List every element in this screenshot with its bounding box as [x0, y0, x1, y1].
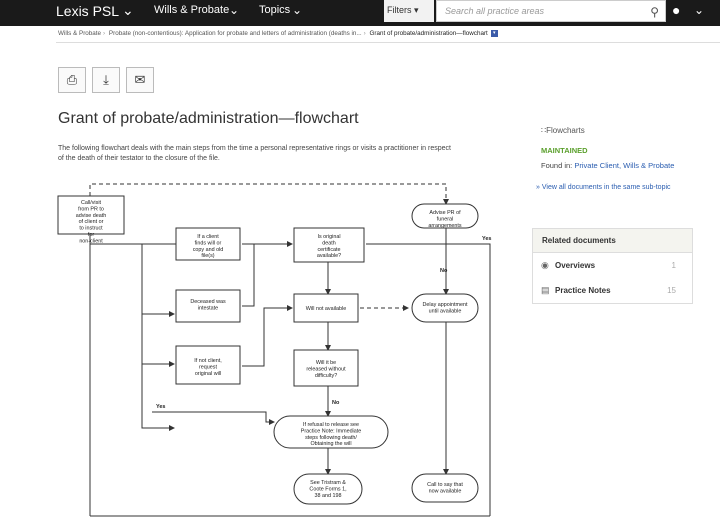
nav-wills-chevron-down-icon[interactable]: ⌄	[229, 3, 240, 17]
breadcrumb-separator: ›	[363, 30, 366, 38]
flowchart-node-text-line: Obtaining the will	[310, 441, 352, 448]
flowchart-node-text-line: original will	[194, 370, 222, 377]
flowchart-node-notavail	[294, 294, 358, 322]
flowchart-node-text-line: finds will or	[194, 240, 222, 247]
flowchart-node-text-line: copy and old	[192, 246, 224, 253]
flowchart-label-yes-right: Yes	[482, 236, 492, 242]
flowchart-node-text-line: steps following death/	[305, 434, 357, 441]
flowchart-label-no-mid: No	[440, 268, 448, 274]
flowchart-node-text-line: file(s)	[201, 253, 215, 260]
filters-dropdown[interactable]	[384, 0, 434, 22]
flowchart-node-text-line: If not client,	[194, 358, 222, 364]
breadcrumb-separator: ›	[103, 30, 106, 38]
document-icon: ▤	[541, 285, 550, 295]
flowchart-node-text-line: Will not available	[305, 306, 347, 312]
flowchart-node-text-line: If a client	[197, 234, 219, 240]
email-button[interactable]	[126, 67, 154, 93]
flowchart-node-text-line: now available	[428, 488, 462, 495]
flowchart-node-text-line: to instruct	[79, 225, 103, 232]
flowchart-node-request	[176, 346, 240, 384]
email-icon: ✉	[134, 72, 146, 87]
flowchart-node-call-text	[76, 200, 107, 244]
breadcrumb-item[interactable]: Probate (non-contentious): Application for probate and letters of administration (deaths in...	[108, 30, 362, 38]
filters-label: Filters	[387, 5, 412, 15]
flowchart-node-text-line: certificate	[317, 246, 341, 253]
flowchart-node-text-line: Is original	[317, 234, 341, 240]
flowchart-node-intestate	[176, 290, 240, 322]
flowchart-node-text-line: If refusal to release see	[302, 422, 360, 428]
breadcrumb-current: Grant of probate/administration—flowchart	[369, 30, 488, 38]
flowchart-node-original	[294, 228, 364, 262]
breadcrumb	[58, 30, 498, 37]
flowchart-node-text-line: Deceased was	[190, 299, 226, 305]
flowchart-node-text-line: Coote Forms 1,	[309, 486, 347, 493]
print-icon: ⎙	[66, 72, 78, 87]
flowchart-node-refusal	[274, 416, 388, 448]
flowchart-node-text-line: request	[199, 364, 217, 371]
flowchart-node-advise	[412, 204, 478, 229]
flowchart-label-yes-left: Yes	[156, 404, 166, 410]
flowchart-node-text-line: See Tristram &	[310, 480, 346, 486]
search-input[interactable]	[436, 0, 666, 22]
brand-logo[interactable]: Lexis PSL	[56, 3, 120, 19]
user-icon[interactable]: ●	[672, 2, 681, 18]
related-practice-notes[interactable]	[533, 278, 692, 303]
related-documents-panel	[532, 228, 693, 304]
view-all-link[interactable]	[536, 184, 671, 191]
flowchart	[56, 176, 508, 522]
related-overviews[interactable]	[533, 253, 692, 278]
flowchart-node-text-line: for	[87, 232, 95, 238]
flowchart-node-text-line: advise death	[75, 212, 107, 219]
related-label: Practice Notes	[555, 286, 611, 295]
caret-down-icon: ▾	[414, 5, 419, 15]
flowchart-node-tristram	[294, 474, 362, 504]
flowchart-node-text-line: intestate	[197, 305, 219, 312]
flowchart-node-delay-text	[423, 302, 468, 314]
flowchart-node-text-line: from PR to	[78, 206, 104, 213]
flowchart-node-text-line: of client or	[78, 219, 104, 226]
flowchart-node-callback	[412, 474, 478, 502]
sidebar-type-label: Flowcharts	[546, 126, 585, 135]
nav-wills-probate[interactable]: Wills & Probate	[154, 4, 230, 16]
flowchart-node-finds	[176, 228, 240, 260]
related-documents-title: Related documents	[533, 229, 692, 253]
breadcrumb-dropdown-icon[interactable]: ▾	[491, 30, 498, 37]
flowchart-node-text-line: Advise PR of	[429, 210, 461, 216]
flowchart-node-text-line: difficulty?	[314, 372, 338, 379]
flowchart-node-tristram-text	[309, 480, 347, 499]
flowchart-node-call	[58, 196, 124, 244]
download-icon: ⤓	[103, 72, 109, 87]
brand-chevron-down-icon[interactable]: ⌄	[122, 2, 134, 18]
flowchart-node-text-line: funeral	[436, 216, 454, 223]
flowchart-node-original-text	[317, 234, 341, 259]
found-in	[541, 161, 674, 170]
arrow-right-icon: »	[536, 184, 540, 191]
intro-paragraph: The following flowchart deals with the main steps from the time a personal representative rings or visits a practitioner in respect of the death of their testator to the closure of the file.	[58, 145, 451, 162]
sidebar-type	[541, 126, 585, 135]
flowchart-node-text-line: Practice Note: Immediate	[300, 428, 362, 435]
flowchart-node-text-line: until available	[428, 308, 462, 315]
flowchart-node-text-line: Delay appointment	[422, 302, 468, 308]
related-label: Overviews	[555, 261, 596, 270]
status-badge: MAINTAINED	[541, 146, 588, 155]
flowchart-node-text-line: 38 and 198	[314, 492, 342, 499]
flowchart-node-notavail-text	[306, 306, 346, 312]
flowchart-node-text-line: available?	[316, 253, 342, 260]
flowchart-node-delay	[412, 294, 478, 322]
search-icon[interactable]: ⚲	[650, 5, 659, 19]
flowchart-label-no-bottom: No	[332, 400, 340, 406]
flowchart-svg	[56, 176, 508, 522]
search-placeholder: Search all practice areas	[445, 6, 545, 16]
download-button[interactable]	[92, 67, 120, 93]
related-count: 1	[671, 261, 676, 270]
page-title: Grant of probate/administration—flowchart	[58, 110, 359, 127]
nav-topics-chevron-down-icon[interactable]: ⌄	[292, 3, 303, 17]
flowchart-node-text-line: non-client	[79, 238, 103, 245]
view-all-link-label: View all documents in the same sub-topic	[541, 184, 671, 191]
top-navigation-bar	[0, 0, 720, 26]
found-in-label: Found in:	[541, 161, 573, 170]
flowchart-icon: ∷	[541, 126, 547, 135]
divider	[56, 42, 720, 43]
flowchart-node-text-line: arrangements	[428, 222, 462, 229]
related-count: 15	[667, 286, 676, 295]
flowchart-node-text-line: released without	[306, 366, 346, 373]
flowchart-node-callback-text	[427, 482, 463, 494]
flowchart-node-released	[294, 350, 358, 386]
flowchart-node-text-line: Call/visit	[80, 200, 102, 206]
flowchart-node-text-line: Will it be	[315, 360, 337, 366]
flowchart-node-text-line: death	[322, 240, 336, 247]
eye-icon: ◉	[541, 260, 549, 270]
nav-topics[interactable]: Topics	[259, 4, 291, 16]
user-chevron-down-icon[interactable]: ⌄	[694, 3, 705, 17]
print-button[interactable]	[58, 67, 86, 93]
flowchart-node-text-line: Call to say that	[427, 482, 463, 488]
breadcrumb-item[interactable]: Wills & Probate	[58, 30, 102, 38]
found-in-link[interactable]: Private Client, Wills & Probate	[574, 161, 675, 170]
